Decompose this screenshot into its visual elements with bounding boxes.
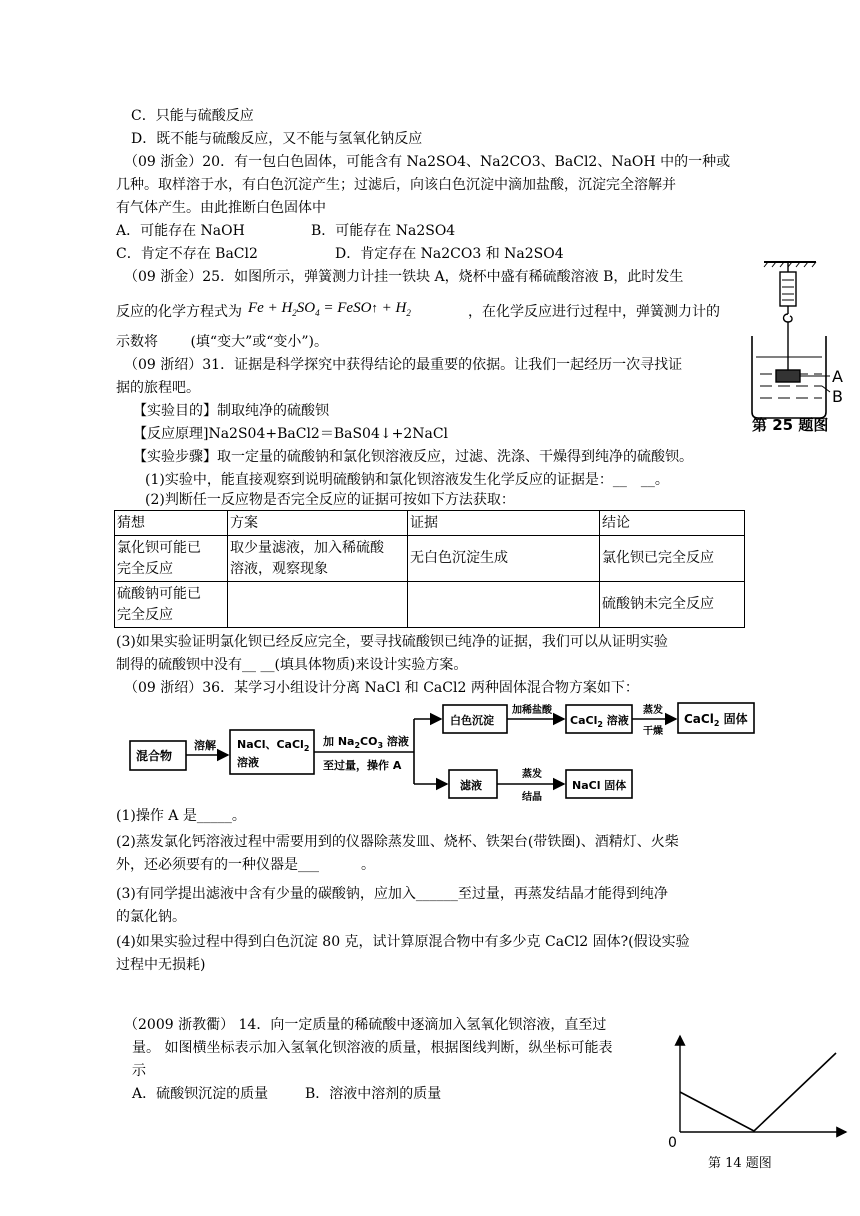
q31-sub3-line2: 制得的硫酸钡中没有__ __(填具体物质)来设计实验方案。 (116, 657, 468, 673)
table-header: 方案 (228, 511, 408, 536)
q36-sub4-line2: 过程中无损耗) (116, 957, 206, 973)
cacl2-solid-label: CaCl$_2$ 固体 (684, 712, 748, 728)
evap-label: 蒸发 (643, 705, 663, 716)
eq-sub: 2 (292, 308, 297, 318)
table-cell: 无白色沉淀生成 (408, 536, 600, 582)
nacl-solid-label: NaCl 固体 (572, 779, 627, 792)
iron-block-a (776, 370, 800, 382)
q36-line1: （09 浙绍）36．某学习小组设计分离 NaCl 和 CaCl2 两种固体混合物方案如下： (124, 680, 639, 696)
solution-label-2: 溶液 (237, 756, 259, 769)
eq-sub: 2 (406, 308, 411, 318)
figure-14 (680, 1036, 846, 1132)
table-cell: 氯化钡已完全反应 (600, 536, 745, 582)
q14-line3: 示 (132, 1063, 146, 1079)
q25-line2-start: 反应的化学方程式为 (116, 304, 242, 320)
option-c: C．只能与硫酸反应 (131, 108, 254, 124)
q25-line3: 示数将 (填“变大”或“变小”)。 (116, 334, 329, 350)
table-header: 猜想 (115, 511, 228, 536)
excess-op-label: 至过量，操作 A (323, 759, 402, 772)
q20-option-d: D．肯定存在 Na2CO3 和 Na2SO4 (335, 246, 564, 262)
eq-so: SO (296, 300, 316, 316)
plot-line (680, 1053, 836, 1131)
q31-line2: 据的旅程吧。 (116, 380, 200, 396)
table-header: 证据 (408, 511, 600, 536)
q31-sub3-line1: (3)如果实验证明氯化钡已经反应完全，要寻找硫酸钡已纯净的证据，我们可以从证明实验 (116, 634, 668, 650)
q25-line1: （09 浙金）25．如图所示，弹簧测力计挂一铁块 A，烧杯中盛有稀硫酸溶液 B，此时发生 (124, 269, 684, 285)
q36-sub2-line2: 外，还必须要有的一种仪器是___ 。 (116, 857, 375, 873)
eq-h2: H (395, 300, 407, 316)
q31-sub2: (2)判断任一反应物是否完全反应的证据可按如下方法获取： (145, 492, 515, 508)
q31-steps: 【实验步骤】取一定量的硫酸钠和氯化钡溶液反应，过滤、洗涤、干燥得到纯净的硫酸钡。 (133, 449, 693, 465)
mixture-label: 混合物 (136, 749, 173, 763)
add-hcl-label: 加稀盐酸 (512, 705, 552, 716)
q20-option-b: B．可能存在 Na2SO4 (311, 223, 456, 239)
q25-line2-end: ，在化学反应进行过程中，弹簧测力计的 (468, 304, 720, 320)
table-header: 结论 (600, 511, 745, 536)
q36-sub3-line2: 的氯化钠。 (116, 909, 186, 925)
crystal-label: 结晶 (522, 792, 542, 803)
hook (784, 314, 793, 322)
q14-line1: （2009 浙教衢） 14．向一定质量的稀硫酸中逐滴加入氢氧化钡溶液，直至过 (124, 1017, 607, 1033)
table-cell: 取少量滤液，加入稀硫酸 溶液，观察现象 (228, 536, 408, 582)
q36-sub3-line1: (3)有同学提出滤液中含有少量的碳酸钠，应加入______至过量，再蒸发结晶才能得到纯净 (116, 886, 668, 902)
label-a: A (832, 367, 843, 386)
evap2-label: 蒸发 (522, 769, 542, 780)
dissolve-label: 溶解 (194, 739, 216, 752)
filtrate-label: 滤液 (460, 779, 482, 792)
eq-equals: = (323, 300, 334, 316)
q31-principle: 【反应原理]Na2S04+BaCl2＝BaS04↓+2NaCl (133, 426, 449, 442)
q14-option-b: B．溶液中溶剂的质量 (305, 1086, 442, 1102)
up-arrow-icon: ↑ (371, 300, 378, 315)
eq-fe: Fe (248, 300, 264, 316)
eq-plus: + (381, 300, 392, 316)
q36-sub4-line1: (4)如果实验过程中得到白色沉淀 80 克，试计算原混合物中有多少克 CaCl2 固体?(假设实验 (116, 934, 690, 950)
white-ppt-label: 白色沉淀 (450, 714, 494, 727)
q20-option-c: C．肯定不存在 BaCl2 (116, 246, 258, 262)
q36-sub2-line1: (2)蒸发氯化钙溶液过程中需要用到的仪器除蒸发皿、烧杯、铁架台(带铁圈)、酒精灯、火柴 (116, 834, 679, 850)
q31-purpose: 【实验目的】制取纯净的硫酸钡 (133, 403, 329, 419)
origin-label: 0 (668, 1135, 677, 1151)
q20-line2: 几种。取样溶于水，有白色沉淀产生；过滤后，向该白色沉淀中滴加盐酸，沉淀完全溶解并 (116, 177, 676, 193)
eq-h: H (281, 300, 293, 316)
figure-25 (752, 262, 830, 418)
q36-sub1: (1)操作 A 是_____。 (116, 808, 246, 824)
label-b: B (832, 387, 843, 406)
q20-line1: （09 浙金）20．有一包白色固体，可能含有 Na2SO4、Na2CO3、BaCl2、NaOH 中的一种或 (124, 154, 731, 170)
q31-line1: （09 浙绍）31．证据是科学探究中获得结论的最重要的依据。让我们一起经历一次寻找证 (124, 357, 683, 373)
q20-line3: 有气体产生。由此推断白色固体中 (116, 200, 326, 216)
dry-label: 干燥 (643, 726, 663, 737)
eq-plus: + (267, 300, 278, 316)
fig14-caption: 第 14 题图 (708, 1156, 772, 1171)
option-d: D．既不能与硫酸反应，又不能与氢氧化钠反应 (131, 131, 423, 147)
add-na2co3-label: 加 $Na_2CO_3$ 溶液 (323, 735, 409, 750)
table-cell: 硫酸钠未完全反应 (600, 582, 745, 628)
solution-label: NaCl、CaCl$_2$ (237, 738, 310, 753)
spring-scale (780, 272, 796, 306)
eq-feso: FeSO (337, 300, 372, 316)
cacl2-sol-label: CaCl$_2$ 溶液 (570, 714, 629, 729)
fig25-caption: 第 25 题图 (752, 416, 829, 434)
table-cell: 氯化钡可能已 完全反应 (115, 536, 228, 582)
q14-line2: 量。 如图横坐标表示加入氢氧化钡溶液的质量，根据图线判断，纵坐标可能表 (132, 1040, 613, 1056)
q14-option-a: A．硫酸钡沉淀的质量 (132, 1086, 269, 1102)
q31-sub1: (1)实验中，能直接观察到说明硫酸钠和氯化钡溶液发生化学反应的证据是：__ __。 (145, 472, 669, 488)
q20-option-a: A．可能存在 NaOH (116, 223, 245, 239)
table-cell: 硫酸钠可能已 完全反应 (115, 582, 228, 628)
eq-sub: 4 (315, 308, 320, 318)
